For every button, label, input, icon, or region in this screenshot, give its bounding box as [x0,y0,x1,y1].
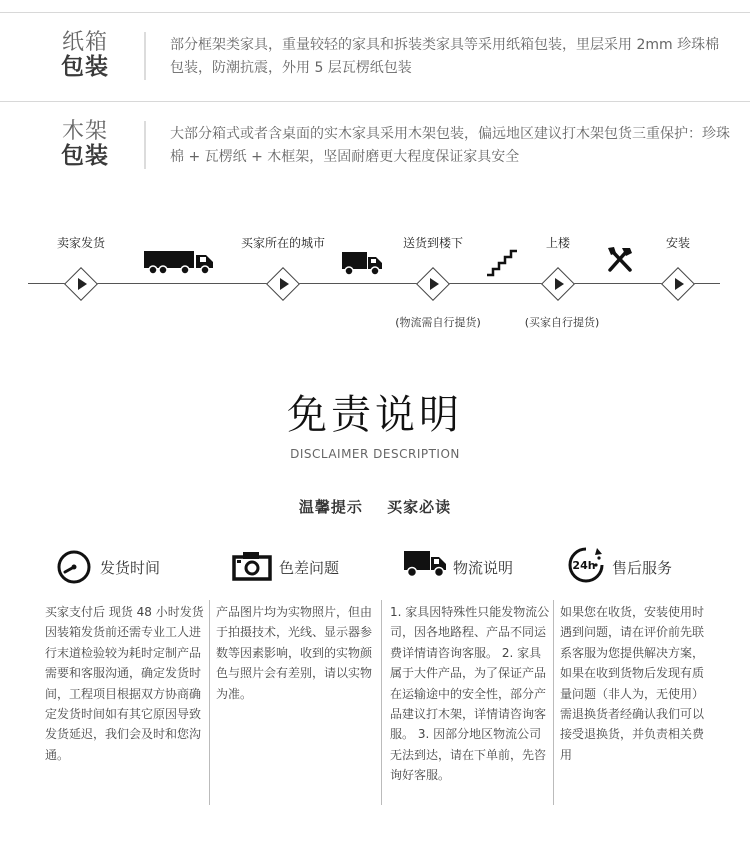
tip-warm: 温馨提示 [298,498,363,516]
svg-text:24h: 24h [572,559,596,572]
column-divider [209,600,210,805]
column-text-logistics: 1. 家具因特殊性只能发物流公司，因各地路程、产品不同运费详情请咨询客服。 2. 家具属于大件产品，为了保证产品在运输途中的安全性，部分产品建议打木架，详情请咨询客服。 3. 因部分地区物流公司无法到达，请在下单前，先咨询好客服。 [390,605,550,783]
column-title: 色差问题 [279,559,340,577]
truck-icon [143,248,215,276]
flow-step-label: 卖家发货 [56,236,106,250]
camera-icon [232,550,272,582]
clock-icon [56,549,92,585]
wood-packaging-bar [144,121,146,169]
column-title: 物流说明 [453,559,514,577]
column-divider [381,600,382,805]
flow-node [416,267,450,301]
stairs-icon [485,248,519,278]
flow-node [64,267,98,301]
flow-step-label: 送货到楼下 [402,236,464,250]
flow-node [661,267,695,301]
column-text-color-difference: 产品图片均为实物照片，但由于拍摄技术，光线、显示器参数等因素影响，收到的实物颜色与照片会有差别，请以实物为准。 [216,605,373,701]
column-text-shipping-time: 买家支付后 现货 48 小时发货 因装箱发货前还需专业工人进行末道检验较为耗时定制产品需要和客服沟通，确定发货时间，工程项目根据双方协商确定发货时间如有其它原因导致发货延迟，我们会及时和您沟通。 [45,605,204,762]
carton-packaging-bar [144,32,146,80]
column-title: 发货时间 [100,559,161,577]
tip-must-read: 买家必读 [387,498,452,516]
top-divider [0,12,750,13]
wood-packaging-title: 木架 包装 [61,119,109,169]
column-text-after-sales: 如果您在收货，安装使用时遇到问题，请在评价前先联系客服为您提供解决方案，如果在收到货物后发现有质量问题（非人为，无使用）需退换货者经确认我们可以接受退换货，并负责相关费用 [560,605,705,762]
flow-step-label: 上楼 [545,236,571,250]
flow-note: (买家自行提货) [524,316,600,329]
disclaimer-subtitle: DISCLAIMER DESCRIPTION [290,447,460,461]
column-title: 售后服务 [612,559,673,577]
tips-line [0,496,750,517]
disclaimer-title: 免责说明 [287,392,463,438]
tools-icon [604,244,636,274]
column-divider [553,600,554,805]
middle-divider [0,101,750,102]
flow-note: (物流需自行提货) [395,316,481,329]
24h-service-icon [566,545,606,585]
carton-packaging-title: 纸箱 包装 [61,30,109,80]
flow-line [28,283,720,284]
carton-packaging-text: 部分框架类家具，重量较轻的家具和拆装类家具等采用纸箱包装，里层采用 2mm 珍珠棉包装，防潮抗震，外用 5 层瓦楞纸包装 [170,37,720,76]
flow-step-label: 安装 [665,236,691,250]
wood-packaging-text: 大部分箱式或者含桌面的实木家具采用木架包装，偏远地区建议打木架包货三重保护：珍珠棉 + 瓦楞纸 + 木框架，坚固耐磨更大程度保证家具安全 [170,126,730,165]
flow-node [266,267,300,301]
flow-step-label: 买家所在的城市 [240,236,326,250]
truck-icon [403,548,447,580]
flow-node [541,267,575,301]
delivery-van-icon [341,249,383,277]
